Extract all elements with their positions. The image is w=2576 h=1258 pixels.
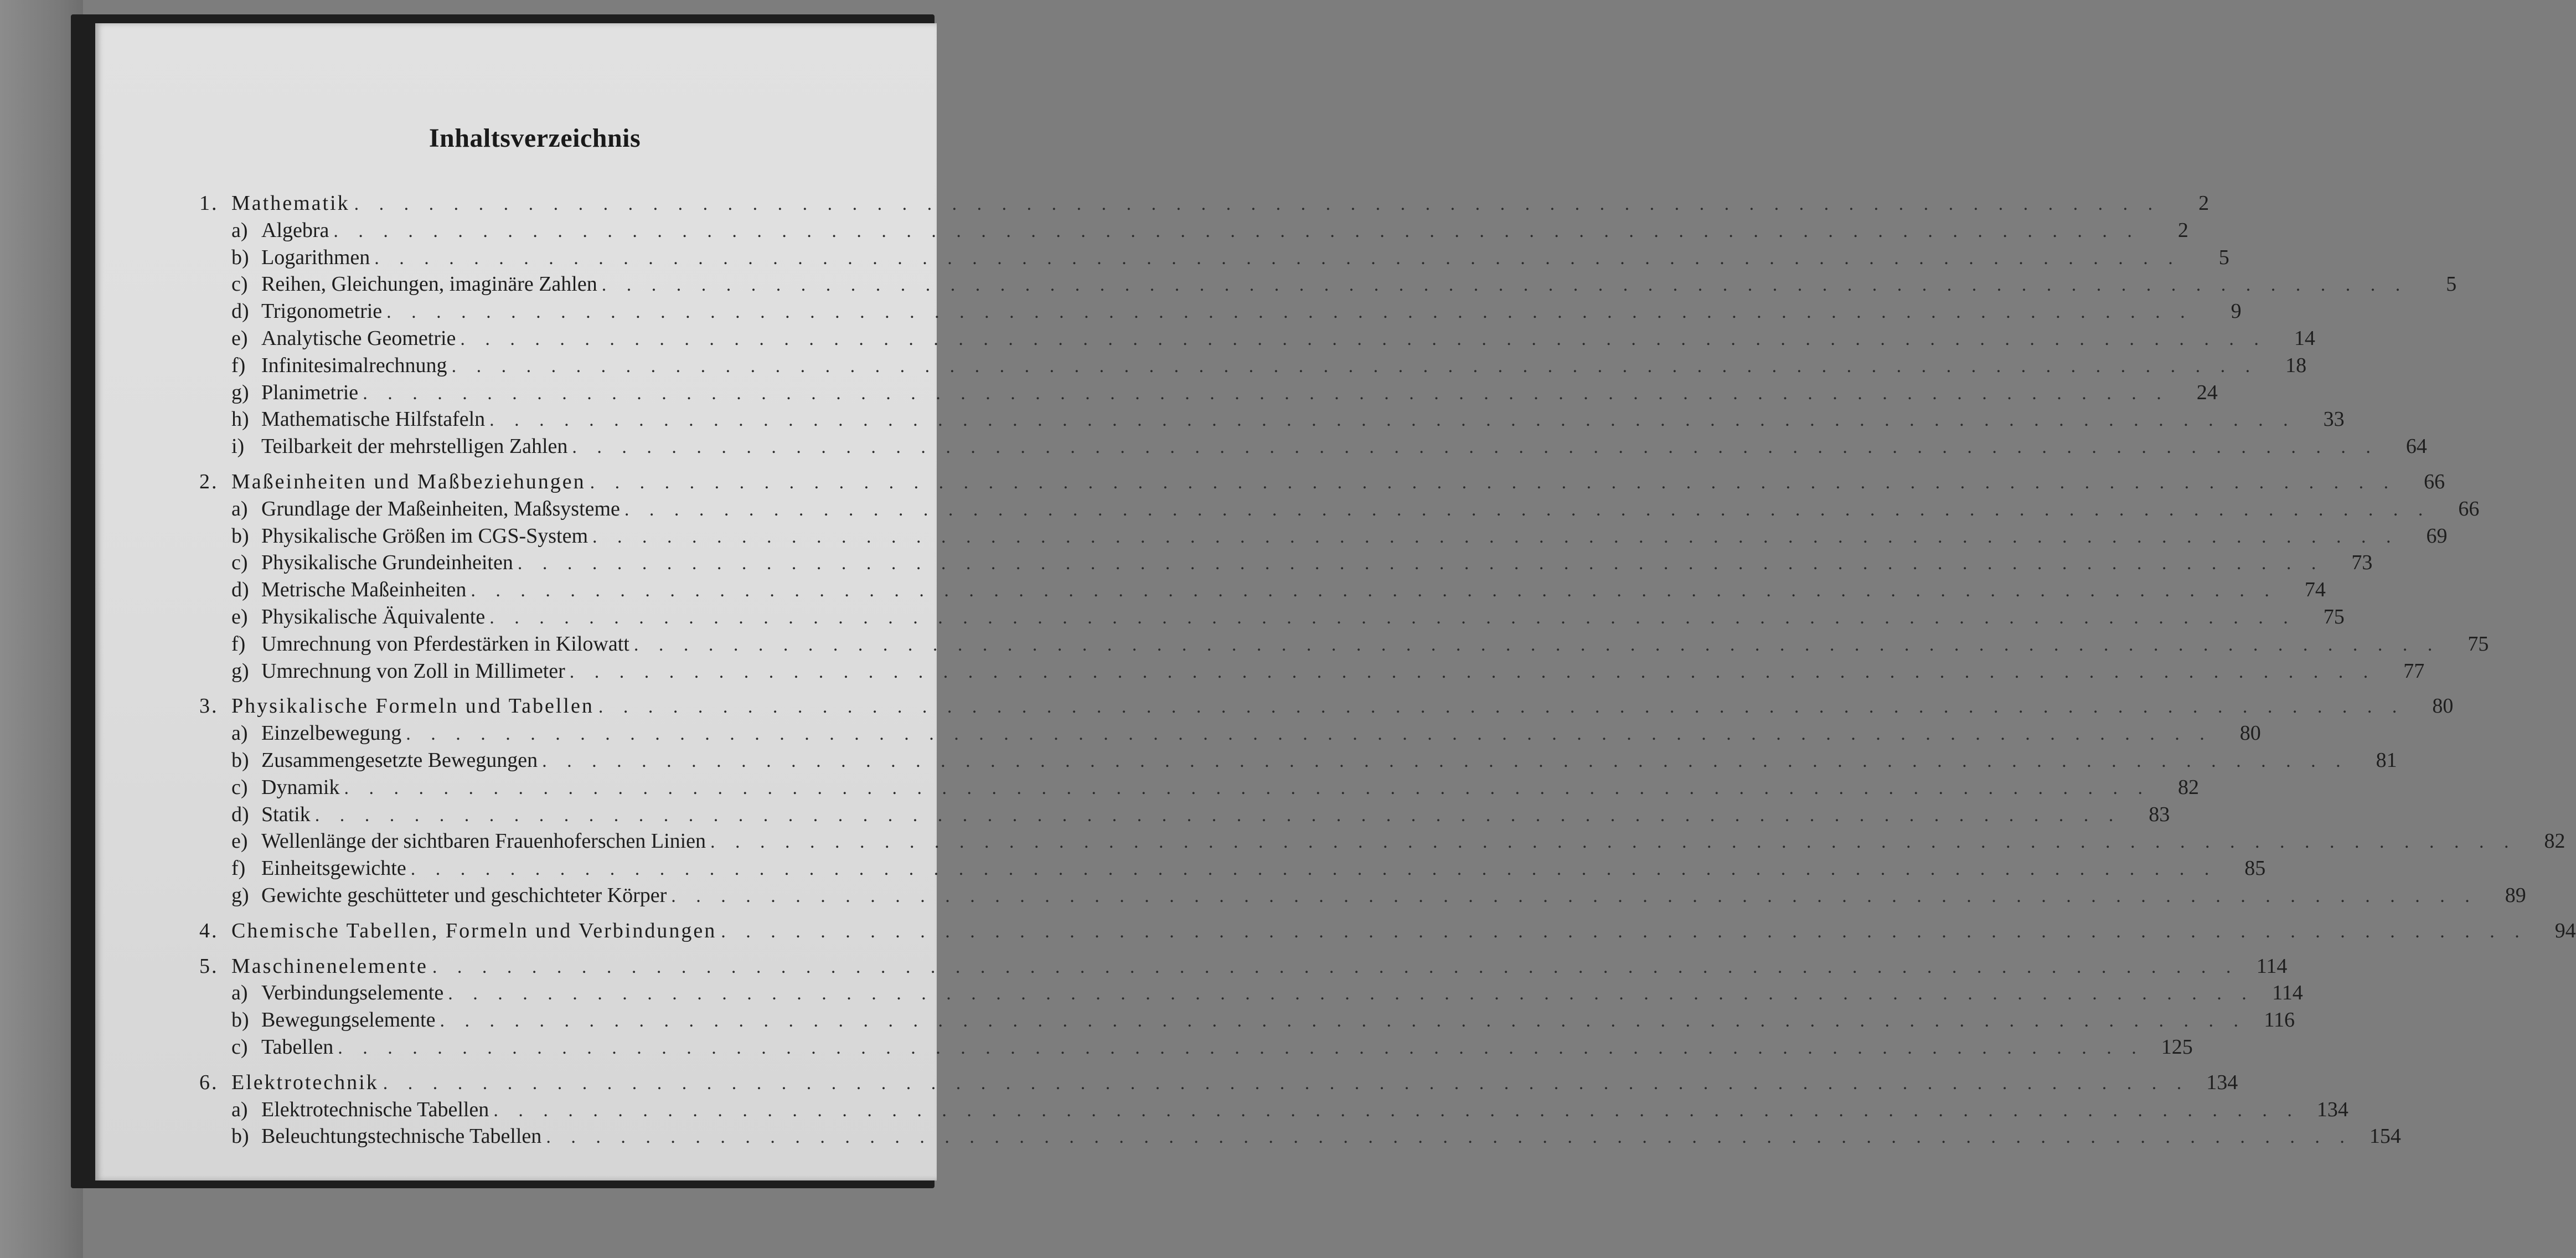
- entry-title: Umrechnung von Zoll in Millimeter: [261, 659, 565, 683]
- section-number: 3.: [199, 694, 219, 718]
- section-title: Maßeinheiten und Maßbeziehungen: [231, 470, 586, 493]
- page-number: 64: [2405, 435, 2427, 458]
- leader-dots: . . . . . . . . . . . . . . . . . . . . . . . . . . . . . . . . . . . . . . . . . . . . . . . . . . . . . . . . . . . . . . . . . . . . . . . . .: [710, 832, 2517, 853]
- leader-dots: . . . . . . . . . . . . . . . . . . . . . . . . . . . . . . . . . . . . . . . . . . . . . . . . . . . . . . . . . . . . . . . . . . . . . . . . .: [592, 526, 2399, 547]
- entry-title: Algebra: [261, 218, 329, 242]
- toc-entry-row: [199, 245, 2229, 272]
- toc-section-row: [199, 1070, 2238, 1097]
- leader-dots: . . . . . . . . . . . . . . . . . . . . . . . . . . . . . . . . . . . . . . . . . . . . . . . . . . . . . . . . . . . . . . . . . . . . . . . . .: [338, 1037, 2144, 1058]
- entry-letter: a): [231, 1097, 248, 1121]
- entry-title: Zusammengesetzte Bewegungen: [261, 748, 538, 772]
- leader-dots: . . . . . . . . . . . . . . . . . . . . . . . . . . . . . . . . . . . . . . . . . . . . . . . . . . . . . . . . . . . . . . . . . . . . . . . . .: [542, 750, 2348, 771]
- page-number: 5: [2218, 245, 2229, 269]
- page-number: 80: [2239, 721, 2261, 745]
- entry-letter: d): [231, 578, 249, 602]
- toc-entry-row: [199, 578, 2326, 605]
- section-title: Elektrotechnik: [231, 1070, 379, 1094]
- page-number: 81: [2376, 748, 2397, 772]
- toc-entry-row: [199, 605, 2345, 632]
- entry-letter: d): [231, 300, 249, 323]
- toc-entry-row: [199, 1097, 2348, 1125]
- page-number: 14: [2294, 326, 2315, 350]
- leader-dots: . . . . . . . . . . . . . . . . . . . . . . . . . . . . . . . . . . . . . . . . . . . . . . . . . . . . . . . . . . . . . . . . . . . . . . . . .: [569, 661, 2376, 682]
- entry-title: Infinitesimalrechnung: [261, 353, 447, 377]
- entry-title: Trigonometrie: [261, 300, 383, 323]
- entry-letter: c): [231, 272, 248, 296]
- page-number: 77: [2403, 659, 2425, 683]
- page-title: Inhaltsverzeichnis: [429, 123, 641, 153]
- entry-title: Reihen, Gleichungen, imaginäre Zahlen: [261, 272, 597, 296]
- entry-title: Statik: [261, 802, 311, 826]
- toc-section-row: [199, 470, 2445, 497]
- entry-letter: d): [231, 802, 249, 826]
- section-number: 2.: [199, 470, 219, 493]
- entry-letter: b): [231, 524, 249, 548]
- entry-title: Gewichte geschütteter und geschichteter Körper: [261, 883, 667, 907]
- leader-dots: . . . . . . . . . . . . . . . . . . . . . . . . . . . . . . . . . . . . . . . . . . . . . . . . . . . . . . . . . . . . . . . . . . . . . . . . .: [344, 777, 2150, 798]
- leader-dots: . . . . . . . . . . . . . . . . . . . . . . . . . . . . . . . . . . . . . . . . . . . . . . . . . . . . . . . . . . . . . . . . . . . . . . . . .: [410, 859, 2217, 880]
- section-number: 6.: [199, 1070, 219, 1094]
- leader-dots: . . . . . . . . . . . . . . . . . . . . . . . . . . . . . . . . . . . . . . . . . . . . . . . . . . . . . . . . . . . . . . . . . . . . . . . . .: [383, 1073, 2190, 1094]
- entry-letter: b): [231, 748, 249, 772]
- toc-entry-row: [199, 775, 2199, 802]
- toc-entry-row: [199, 1124, 2401, 1151]
- toc-section-row: [199, 694, 2454, 721]
- page-number: 80: [2432, 694, 2454, 718]
- entry-title: Analytische Geometrie: [261, 326, 456, 350]
- entry-letter: a): [231, 981, 248, 1005]
- entry-letter: a): [231, 218, 248, 242]
- entry-title: Einheitsgewichte: [261, 857, 406, 880]
- toc-section-row: [199, 919, 2576, 946]
- leader-dots: . . . . . . . . . . . . . . . . . . . . . . . . . . . . . . . . . . . . . . . . . . . . . . . . . . . . . . . . . . . . . . . . . . . . . . . . .: [671, 885, 2477, 906]
- entry-title: Physikalische Grundeinheiten: [261, 551, 513, 575]
- section-title: Mathematik: [231, 192, 350, 215]
- leader-dots: . . . . . . . . . . . . . . . . . . . . . . . . . . . . . . . . . . . . . . . . . . . . . . . . . . . . . . . . . . . . . . . . . . . . . . . . .: [374, 248, 2181, 269]
- entry-letter: c): [231, 551, 248, 575]
- toc-entry-row: [199, 550, 2373, 578]
- toc-entry-row: [199, 748, 2397, 775]
- entry-title: Elektrotechnische Tabellen: [261, 1097, 489, 1121]
- page-number: 134: [2316, 1097, 2348, 1121]
- leader-dots: . . . . . . . . . . . . . . . . . . . . . . . . . . . . . . . . . . . . . . . . . . . . . . . . . . . . . . . . . . . . . . . . . . . . . . . . .: [432, 956, 2239, 977]
- entry-letter: e): [231, 605, 248, 628]
- entry-letter: h): [231, 408, 249, 431]
- entry-letter: g): [231, 659, 249, 683]
- leader-dots: . . . . . . . . . . . . . . . . . . . . . . . . . . . . . . . . . . . . . . . . . . . . . . . . . . . . . . . . . . . . . . . . . . . . . . . . .: [572, 437, 2378, 458]
- entry-title: Wellenlänge der sichtbaren Frauenhoferschen Linien: [261, 829, 706, 853]
- entry-letter: b): [231, 1008, 249, 1032]
- page-number: 75: [2467, 632, 2489, 656]
- leader-dots: . . . . . . . . . . . . . . . . . . . . . . . . . . . . . . . . . . . . . . . . . . . . . . . . . . . . . . . . . . . . . . . . . . . . . . . . .: [633, 634, 2440, 655]
- entry-letter: f): [231, 857, 246, 880]
- page-number: 85: [2244, 857, 2266, 880]
- entry-title: Bewegungselemente: [261, 1008, 436, 1032]
- page-number: 83: [2149, 802, 2170, 826]
- toc-entry-row: [199, 802, 2170, 829]
- page-number: 125: [2161, 1035, 2193, 1059]
- leader-dots: . . . . . . . . . . . . . . . . . . . . . . . . . . . . . . . . . . . . . . . . . . . . . . . . . . . . . . . . . . . . . . . . . . . . . . . . .: [406, 724, 2212, 745]
- leader-dots: . . . . . . . . . . . . . . . . . . . . . . . . . . . . . . . . . . . . . . . . . . . . . . . . . . . . . . . . . . . . . . . . . . . . . . . . .: [598, 697, 2405, 718]
- toc-entry-row: [199, 218, 2188, 245]
- page-number: 66: [2424, 470, 2445, 493]
- entry-letter: e): [231, 829, 248, 853]
- leader-dots: . . . . . . . . . . . . . . . . . . . . . . . . . . . . . . . . . . . . . . . . . . . . . . . . . . . . . . . . . . . . . . . . . . . . . . . . .: [363, 383, 2169, 404]
- page-number: 75: [2323, 605, 2345, 628]
- page-number: 24: [2196, 380, 2218, 404]
- entry-letter: c): [231, 775, 248, 799]
- page-number: 2: [2177, 218, 2188, 242]
- entry-title: Tabellen: [261, 1035, 334, 1059]
- toc-entry-row: [199, 407, 2345, 434]
- toc-entry-row: [199, 856, 2266, 883]
- entry-letter: e): [231, 326, 248, 350]
- entry-letter: g): [231, 883, 249, 907]
- section-number: 4.: [199, 919, 219, 942]
- toc-entry-row: [199, 272, 2457, 299]
- section-number: 5.: [199, 954, 219, 978]
- page-number: 69: [2426, 524, 2448, 548]
- entry-letter: b): [231, 1125, 249, 1148]
- entry-title: Einzelbewegung: [261, 721, 402, 745]
- toc-section-row: [199, 191, 2210, 218]
- entry-title: Physikalische Größen im CGS-System: [261, 524, 588, 548]
- page-number: 2: [2198, 192, 2210, 215]
- table-of-contents: [199, 191, 2576, 1151]
- leader-dots: . . . . . . . . . . . . . . . . . . . . . . . . . . . . . . . . . . . . . . . . . . . . . . . . . . . . . . . . . . . . . . . . . . . . . . . . .: [354, 194, 2161, 214]
- toc-entry-row: [199, 326, 2315, 353]
- entry-letter: i): [231, 435, 245, 458]
- leader-dots: . . . . . . . . . . . . . . . . . . . . . . . . . . . . . . . . . . . . . . . . . . . . . . . . . . . . . . . . . . . . . . . . . . . . . . . . .: [451, 355, 2258, 377]
- entry-letter: f): [231, 632, 246, 656]
- page-number: 89: [2505, 883, 2526, 907]
- entry-letter: a): [231, 721, 248, 745]
- toc-entry-row: [199, 883, 2526, 910]
- entry-title: Planimetrie: [261, 380, 359, 404]
- entry-title: Umrechnung von Pferdestärken in Kilowatt: [261, 632, 629, 656]
- toc-entry-row: [199, 981, 2303, 1008]
- page-number: 82: [2544, 829, 2565, 853]
- entry-letter: f): [231, 353, 246, 377]
- page-number: 74: [2304, 578, 2326, 602]
- entry-title: Physikalische Äquivalente: [261, 605, 486, 628]
- toc-entry-row: [199, 1008, 2295, 1035]
- entry-letter: g): [231, 380, 249, 404]
- page-number: 82: [2177, 775, 2199, 799]
- toc-section-row: [199, 954, 2288, 981]
- section-title: Chemische Tabellen, Formeln und Verbindungen: [231, 919, 717, 942]
- leader-dots: . . . . . . . . . . . . . . . . . . . . . . . . . . . . . . . . . . . . . . . . . . . . . . . . . . . . . . . . . . . . . . . . . . . . . . . . .: [489, 607, 2296, 628]
- entry-title: Verbindungselemente: [261, 981, 444, 1005]
- leader-dots: . . . . . . . . . . . . . . . . . . . . . . . . . . . . . . . . . . . . . . . . . . . . . . . . . . . . . . . . . . . . . . . . . . . . . . . . .: [590, 472, 2397, 493]
- toc-entry-row: [199, 380, 2218, 408]
- entry-title: Metrische Maßeinheiten: [261, 578, 467, 602]
- entry-title: Grundlage der Maßeinheiten, Maßsysteme: [261, 497, 620, 520]
- entry-letter: a): [231, 497, 248, 520]
- toc-entry-row: [199, 299, 2242, 326]
- toc-entry-row: [199, 721, 2261, 748]
- toc-entry-row: [199, 1035, 2193, 1062]
- page-number: 33: [2323, 408, 2345, 431]
- toc-entry-row: [199, 434, 2427, 461]
- toc-entry-row: [199, 524, 2448, 551]
- entry-title: Teilbarkeit der mehrstelligen Zahlen: [261, 435, 568, 458]
- entry-title: Logarithmen: [261, 245, 370, 269]
- page-number: 9: [2231, 300, 2242, 323]
- section-number: 1.: [199, 192, 219, 215]
- page-number: 18: [2285, 353, 2307, 377]
- leader-dots: . . . . . . . . . . . . . . . . . . . . . . . . . . . . . . . . . . . . . . . . . . . . . . . . . . . . . . . . . . . . . . . . . . . . . . . . .: [448, 983, 2254, 1004]
- toc-entry-row: [199, 632, 2489, 659]
- page-number: 73: [2351, 551, 2373, 575]
- leader-dots: . . . . . . . . . . . . . . . . . . . . . . . . . . . . . . . . . . . . . . . . . . . . . . . . . . . . . . . . . . . . . . . . . . . . . . . . .: [333, 220, 2140, 241]
- leader-dots: . . . . . . . . . . . . . . . . . . . . . . . . . . . . . . . . . . . . . . . . . . . . . . . . . . . . . . . . . . . . . . . . . . . . . . . . .: [314, 805, 2121, 826]
- page-number: 66: [2458, 497, 2480, 520]
- leader-dots: . . . . . . . . . . . . . . . . . . . . . . . . . . . . . . . . . . . . . . . . . . . . . . . . . . . . . . . . . . . . . . . . . . . . . . . . .: [601, 275, 2408, 296]
- leader-dots: . . . . . . . . . . . . . . . . . . . . . . . . . . . . . . . . . . . . . . . . . . . . . . . . . . . . . . . . . . . . . . . . . . . . . . . . .: [517, 553, 2324, 574]
- leader-dots: . . . . . . . . . . . . . . . . . . . . . . . . . . . . . . . . . . . . . . . . . . . . . . . . . . . . . . . . . . . . . . . . . . . . . . . . .: [624, 499, 2431, 520]
- leader-dots: . . . . . . . . . . . . . . . . . . . . . . . . . . . . . . . . . . . . . . . . . . . . . . . . . . . . . . . . . . . . . . . . . . . . . . . . .: [721, 921, 2527, 942]
- entry-title: Beleuchtungstechnische Tabellen: [261, 1125, 542, 1148]
- leader-dots: . . . . . . . . . . . . . . . . . . . . . . . . . . . . . . . . . . . . . . . . . . . . . . . . . . . . . . . . . . . . . . . . . . . . . . . . .: [471, 580, 2277, 601]
- entry-title: Mathematische Hilfstafeln: [261, 408, 486, 431]
- leader-dots: . . . . . . . . . . . . . . . . . . . . . . . . . . . . . . . . . . . . . . . . . . . . . . . . . . . . . . . . . . . . . . . . . . . . . . . . .: [460, 328, 2267, 349]
- page-number: 5: [2446, 272, 2457, 296]
- page-number: 114: [2256, 954, 2288, 978]
- toc-entry-row: [199, 353, 2307, 380]
- toc-entry-row: [199, 659, 2425, 686]
- page-number: 94: [2554, 919, 2576, 942]
- entry-letter: b): [231, 245, 249, 269]
- entry-title: Dynamik: [261, 775, 340, 799]
- page-number: 154: [2369, 1125, 2401, 1148]
- leader-dots: . . . . . . . . . . . . . . . . . . . . . . . . . . . . . . . . . . . . . . . . . . . . . . . . . . . . . . . . . . . . . . . . . . . . . . . . .: [493, 1100, 2300, 1121]
- leader-dots: . . . . . . . . . . . . . . . . . . . . . . . . . . . . . . . . . . . . . . . . . . . . . . . . . . . . . . . . . . . . . . . . . . . . . . . . .: [546, 1127, 2352, 1148]
- page-number: 114: [2272, 981, 2303, 1005]
- section-title: Maschinenelemente: [231, 954, 428, 978]
- page-number: 134: [2206, 1070, 2238, 1094]
- leader-dots: . . . . . . . . . . . . . . . . . . . . . . . . . . . . . . . . . . . . . . . . . . . . . . . . . . . . . . . . . . . . . . . . . . . . . . . . .: [386, 302, 2193, 323]
- toc-entry-row: [199, 497, 2480, 524]
- toc-entry-row: [199, 829, 2565, 856]
- page-number: 116: [2264, 1008, 2295, 1032]
- entry-letter: c): [231, 1035, 248, 1059]
- section-title: Physikalische Formeln und Tabellen: [231, 694, 594, 718]
- leader-dots: . . . . . . . . . . . . . . . . . . . . . . . . . . . . . . . . . . . . . . . . . . . . . . . . . . . . . . . . . . . . . . . . . . . . . . . . .: [489, 410, 2296, 431]
- leader-dots: . . . . . . . . . . . . . . . . . . . . . . . . . . . . . . . . . . . . . . . . . . . . . . . . . . . . . . . . . . . . . . . . . . . . . . . . .: [440, 1010, 2246, 1032]
